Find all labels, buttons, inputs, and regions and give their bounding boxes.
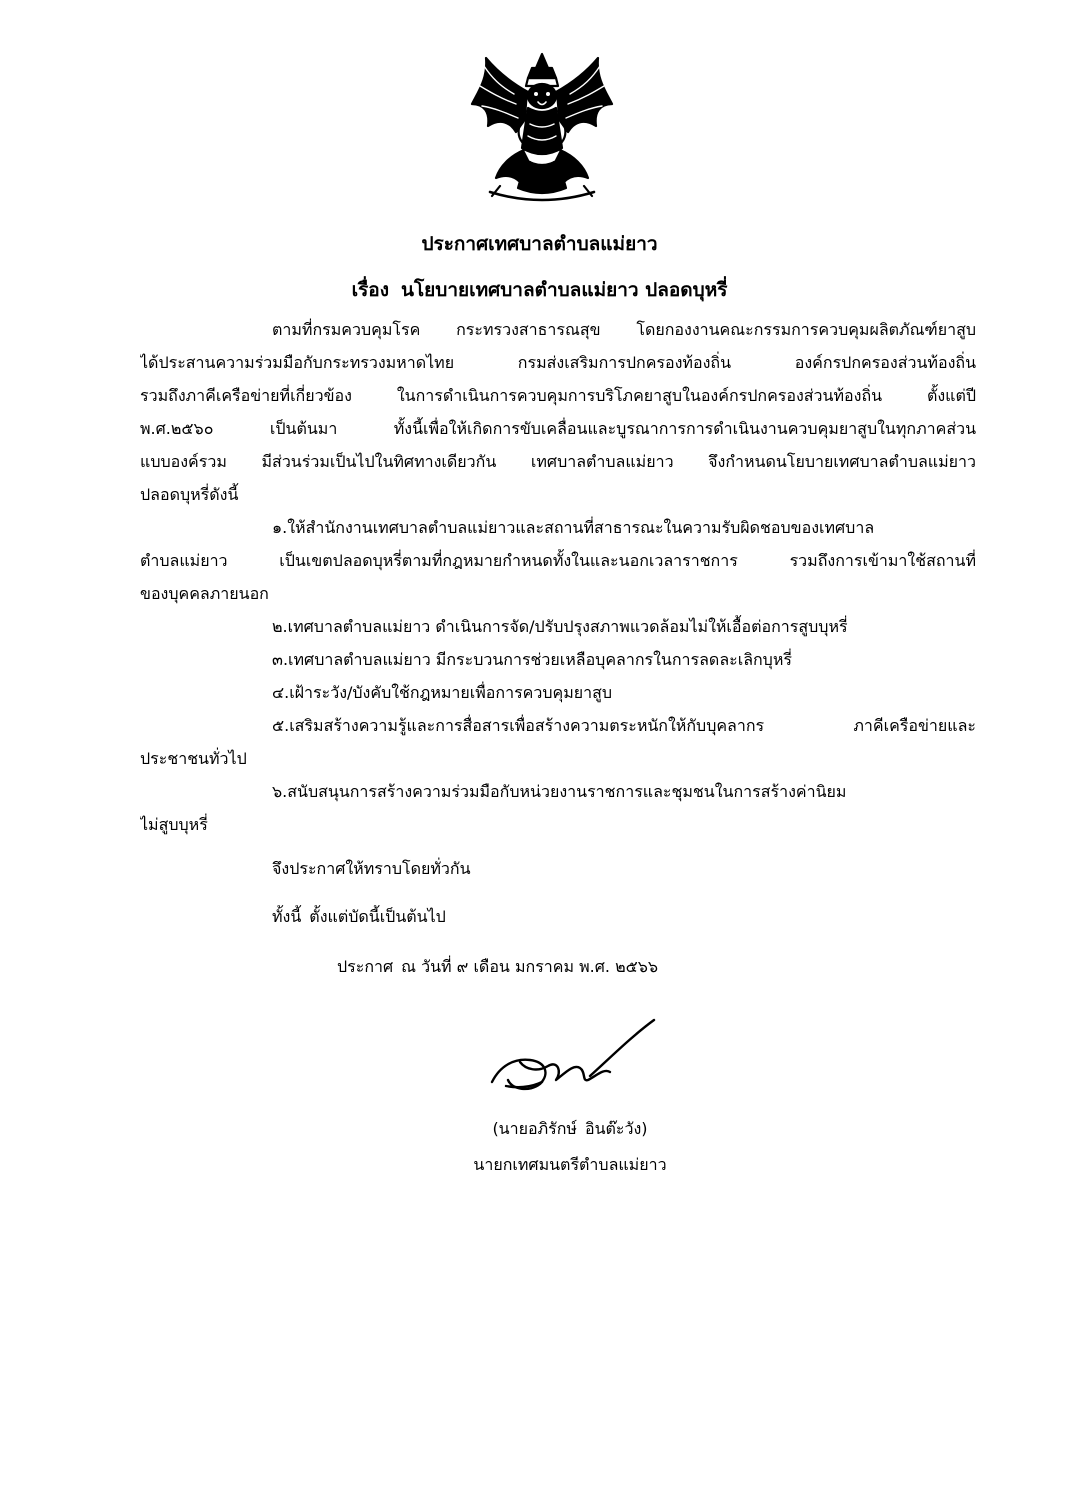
policy-line: ๓.เทศบาลตำบลแม่ยาว มีกระบวนการช่วยเหลือบุคลากรในการลดละเลิกบุหรี่ [272, 650, 792, 669]
policy-line: ไม่สูบบุหรี่ [140, 815, 208, 834]
intro-paragraph [140, 313, 976, 841]
policy-line: ๖.สนับสนุนการสร้างความร่วมมือกับหน่วยงานราชการและชุมชนในการสร้างค่านิยม [272, 782, 847, 801]
subject-text: นโยบายเทศบาลตำบลแม่ยาว ปลอดบุหรี่ [400, 279, 728, 301]
policy-item-3 [140, 643, 976, 676]
policy-line: ๕.เสริมสร้างความรู้และการสื่อสารเพื่อสร้างความตระหนักให้กับบุคลากร ภาคีเครือข่ายและ [272, 716, 976, 735]
policy-item-4 [140, 676, 976, 709]
policy-line: ๑.ให้สำนักงานเทศบาลตำบลแม่ยาวและสถานที่สาธารณะในความรับผิดชอบของเทศบาล [272, 518, 875, 537]
policy-item-6 [140, 775, 976, 841]
garuda-emblem-icon [470, 52, 614, 204]
policy-item-1 [140, 511, 976, 610]
effective-text: ตั้งแต่บัดนี้เป็นต้นไป [309, 907, 446, 926]
policy-line: ประชาชนทั่วไป [140, 749, 247, 768]
signatory-name-first: (นายอภิรักษ์ [492, 1119, 577, 1138]
dateline-prefix: ประกาศ [337, 957, 394, 976]
intro-line: พ.ศ.๒๕๖๐ เป็นต้นมา ทั้งนี้เพื่อให้เกิดการขับเคลื่อนและบูรณาการการดำเนินงานควบคุมยาสูบในทุกภาคส่วน [140, 419, 976, 438]
intro-line: ได้ประสานความร่วมมือกับกระทรวงมหาดไทย กรมส่งเสริมการปกครองท้องถิ่น องค์กรปกครองส่วนท้องถิ่น [140, 353, 976, 372]
signatory-name [470, 1117, 670, 1141]
handwritten-signature [486, 1016, 662, 1098]
announcement-dateline [337, 955, 658, 979]
policy-item-5 [140, 709, 976, 775]
intro-line: ปลอดบุหรี่ดังนี้ [140, 485, 239, 504]
effective-label: ทั้งนี้ [272, 907, 302, 926]
policy-line: ของบุคคลภายนอก [140, 584, 269, 603]
announcement-subject [0, 278, 1079, 302]
intro-line: รวมถึงภาคีเครือข่ายที่เกี่ยวข้อง ในการดำเนินการควบคุมการบริโภคยาสูบในองค์กรปกครองส่วนท้องถิ่น ตั้งแต่ปี [140, 386, 976, 405]
intro-line: แบบองค์รวม มีส่วนร่วมเป็นไปในทิศทางเดียวกัน เทศบาลตำบลแม่ยาว จึงกำหนดนโยบายเทศบาลตำบลแม่ยาว [140, 452, 976, 471]
closing-announce: จึงประกาศให้ทราบโดยทั่วกัน [272, 859, 471, 878]
announcement-title: ประกาศเทศบาลตำบลแม่ยาว [421, 233, 658, 255]
policy-line: ๔.เฝ้าระวัง/บังคับใช้กฎหมายเพื่อการควบคุมยาสูบ [272, 683, 613, 702]
dateline-date: ณ วันที่ ๙ เดือน มกราคม พ.ศ. ๒๕๖๖ [401, 957, 659, 976]
policy-line: ตำบลแม่ยาว เป็นเขตปลอดบุหรี่ตามที่กฎหมายกำหนดทั้งในและนอกเวลาราชการ รวมถึงการเข้ามาใช้สถานที่ [140, 551, 976, 570]
signatory-position: นายกเทศมนตรีตำบลแม่ยาว [473, 1155, 667, 1174]
subject-label: เรื่อง [351, 279, 389, 301]
policy-line: ๒.เทศบาลตำบลแม่ยาว ดำเนินการจัด/ปรับปรุงสภาพแวดล้อมไม่ให้เอื้อต่อการสูบบุหรี่ [272, 617, 848, 636]
intro-line: ตามที่กรมควบคุมโรค กระทรวงสาธารณสุข โดยกองงานคณะกรรมการควบคุมผลิตภัณฑ์ยาสูบ [272, 320, 976, 339]
closing-effective [272, 905, 446, 929]
signatory-name-last: อินต๊ะวัง) [584, 1119, 648, 1138]
policy-item-2 [140, 610, 976, 643]
